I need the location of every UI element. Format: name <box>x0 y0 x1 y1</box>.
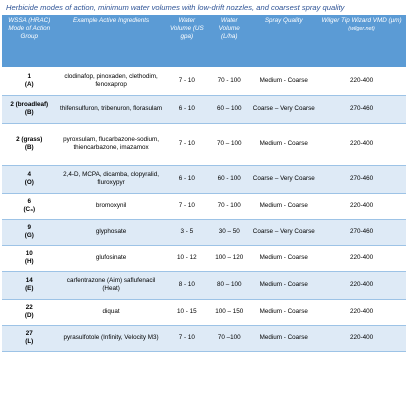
header-vmd-sub: (wilger.net) <box>348 26 375 33</box>
cell-quality: Medium - Coarse <box>250 123 317 165</box>
table-row <box>2 123 406 165</box>
group-code: (C₃) <box>23 206 36 213</box>
cell-quality: Medium - Coarse <box>250 245 317 271</box>
group-code: (G) <box>24 232 34 239</box>
cell-water-metric: 60 - 100 <box>208 165 250 193</box>
group-number: 9 <box>27 223 32 231</box>
group-number: 6 <box>27 197 32 205</box>
group-code: (H) <box>24 258 34 265</box>
cell-vmd: 270-460 <box>317 219 406 245</box>
cell-water-us: 7 - 10 <box>166 67 208 95</box>
cell-group <box>2 299 57 325</box>
cell-quality: Medium - Coarse <box>250 271 317 299</box>
cell-water-us: 3 - 5 <box>166 219 208 245</box>
cell-group <box>2 193 57 219</box>
cell-vmd: 270-460 <box>317 165 406 193</box>
cell-ingredients: 2,4-D, MCPA, dicamba, clopyralid, fluroxypyr <box>57 165 166 193</box>
cell-ingredients: pyroxsulam, flucarbazone-sodium, thiencarbazone, imazamox <box>57 123 166 165</box>
cell-vmd: 270-460 <box>317 95 406 123</box>
group-number: 2 (grass) <box>16 135 43 143</box>
table-row <box>2 299 406 325</box>
cell-water-metric: 100 – 150 <box>208 299 250 325</box>
cell-ingredients: clodinafop, pinoxaden, clethodim, fenoxaprop <box>57 67 166 95</box>
table-row <box>2 95 406 123</box>
cell-group <box>2 219 57 245</box>
cell-ingredients: diquat <box>57 299 166 325</box>
cell-water-metric: 100 – 120 <box>208 245 250 271</box>
cell-water-us: 6 - 10 <box>166 95 208 123</box>
cell-water-metric: 70 - 100 <box>208 193 250 219</box>
table-row <box>2 193 406 219</box>
cell-ingredients: bromoxynil <box>57 193 166 219</box>
table-row <box>2 165 406 193</box>
herbicide-table <box>2 15 406 352</box>
group-number: 4 <box>27 170 32 178</box>
cell-water-us: 10 - 15 <box>166 299 208 325</box>
group-code: (E) <box>25 285 34 292</box>
cell-quality: Medium - Coarse <box>250 299 317 325</box>
table-row <box>2 219 406 245</box>
cell-quality: Coarse – Very Coarse <box>250 219 317 245</box>
cell-vmd: 220-400 <box>317 67 406 95</box>
cell-ingredients: thifensulfuron, tribenuron, florasulam <box>57 95 166 123</box>
cell-vmd: 220-400 <box>317 123 406 165</box>
cell-quality: Medium - Coarse <box>250 67 317 95</box>
cell-quality: Coarse – Very Coarse <box>250 95 317 123</box>
header-vmd <box>317 15 406 67</box>
cell-water-metric: 30 – 50 <box>208 219 250 245</box>
header-vmd-label: Wilger Tip Wizard VMD (µm) <box>321 17 402 24</box>
cell-ingredients: glyphosate <box>57 219 166 245</box>
group-code: (B) <box>24 144 34 151</box>
cell-group <box>2 165 57 193</box>
group-code: (D) <box>24 312 34 319</box>
group-code: (B) <box>24 109 34 116</box>
group-number: 1 <box>27 72 32 80</box>
header-water-us: Water Volume (US gpa) <box>166 15 208 67</box>
group-code: (O) <box>24 179 34 186</box>
cell-vmd: 220-400 <box>317 299 406 325</box>
cell-quality: Coarse – Very Coarse <box>250 165 317 193</box>
group-number: 27 <box>25 329 33 337</box>
table-row <box>2 245 406 271</box>
cell-water-us: 6 - 10 <box>166 165 208 193</box>
cell-vmd: 220-400 <box>317 245 406 271</box>
cell-water-us: 7 - 10 <box>166 325 208 351</box>
cell-water-metric: 70 –100 <box>208 325 250 351</box>
cell-water-metric: 80 – 100 <box>208 271 250 299</box>
table-row <box>2 271 406 299</box>
cell-water-metric: 70 - 100 <box>208 67 250 95</box>
cell-group <box>2 123 57 165</box>
header-quality: Spray Quality <box>250 15 317 67</box>
cell-ingredients: pyrasulfotole (Infinity, Velocity M3) <box>57 325 166 351</box>
header-group: WSSA (HRAC) Mode of Action Group <box>2 15 57 67</box>
cell-vmd: 220-400 <box>317 193 406 219</box>
group-code: (A) <box>24 80 34 88</box>
group-number: 22 <box>25 303 33 311</box>
header-water-metric: Water Volume (L/ha) <box>208 15 250 67</box>
cell-quality: Medium - Coarse <box>250 325 317 351</box>
cell-water-us: 7 - 10 <box>166 193 208 219</box>
group-code: (L) <box>25 338 34 345</box>
table-row <box>2 67 406 95</box>
cell-water-us: 7 - 10 <box>166 123 208 165</box>
header-ingredients: Example Active Ingredients <box>57 15 166 67</box>
cell-group <box>2 95 57 123</box>
header-row <box>2 15 406 67</box>
cell-group <box>2 67 57 95</box>
cell-water-us: 10 - 12 <box>166 245 208 271</box>
table-row <box>2 325 406 351</box>
group-number: 14 <box>25 276 33 284</box>
cell-ingredients: carfentrazone (Aim) saflufenacil (Heat) <box>57 271 166 299</box>
cell-group <box>2 245 57 271</box>
cell-group <box>2 325 57 351</box>
cell-ingredients: glufosinate <box>57 245 166 271</box>
cell-vmd: 220-400 <box>317 325 406 351</box>
cell-group <box>2 271 57 299</box>
table-caption: Herbicide modes of action, minimum water volumes with low-drift nozzles, and coarsest spray quality <box>6 3 345 12</box>
cell-vmd: 220-400 <box>317 271 406 299</box>
cell-quality: Medium - Coarse <box>250 193 317 219</box>
cell-water-metric: 60 – 100 <box>208 95 250 123</box>
group-number: 2 (broadleaf) <box>10 100 49 108</box>
cell-water-us: 8 - 10 <box>166 271 208 299</box>
group-number: 10 <box>25 249 33 257</box>
cell-water-metric: 70 – 100 <box>208 123 250 165</box>
